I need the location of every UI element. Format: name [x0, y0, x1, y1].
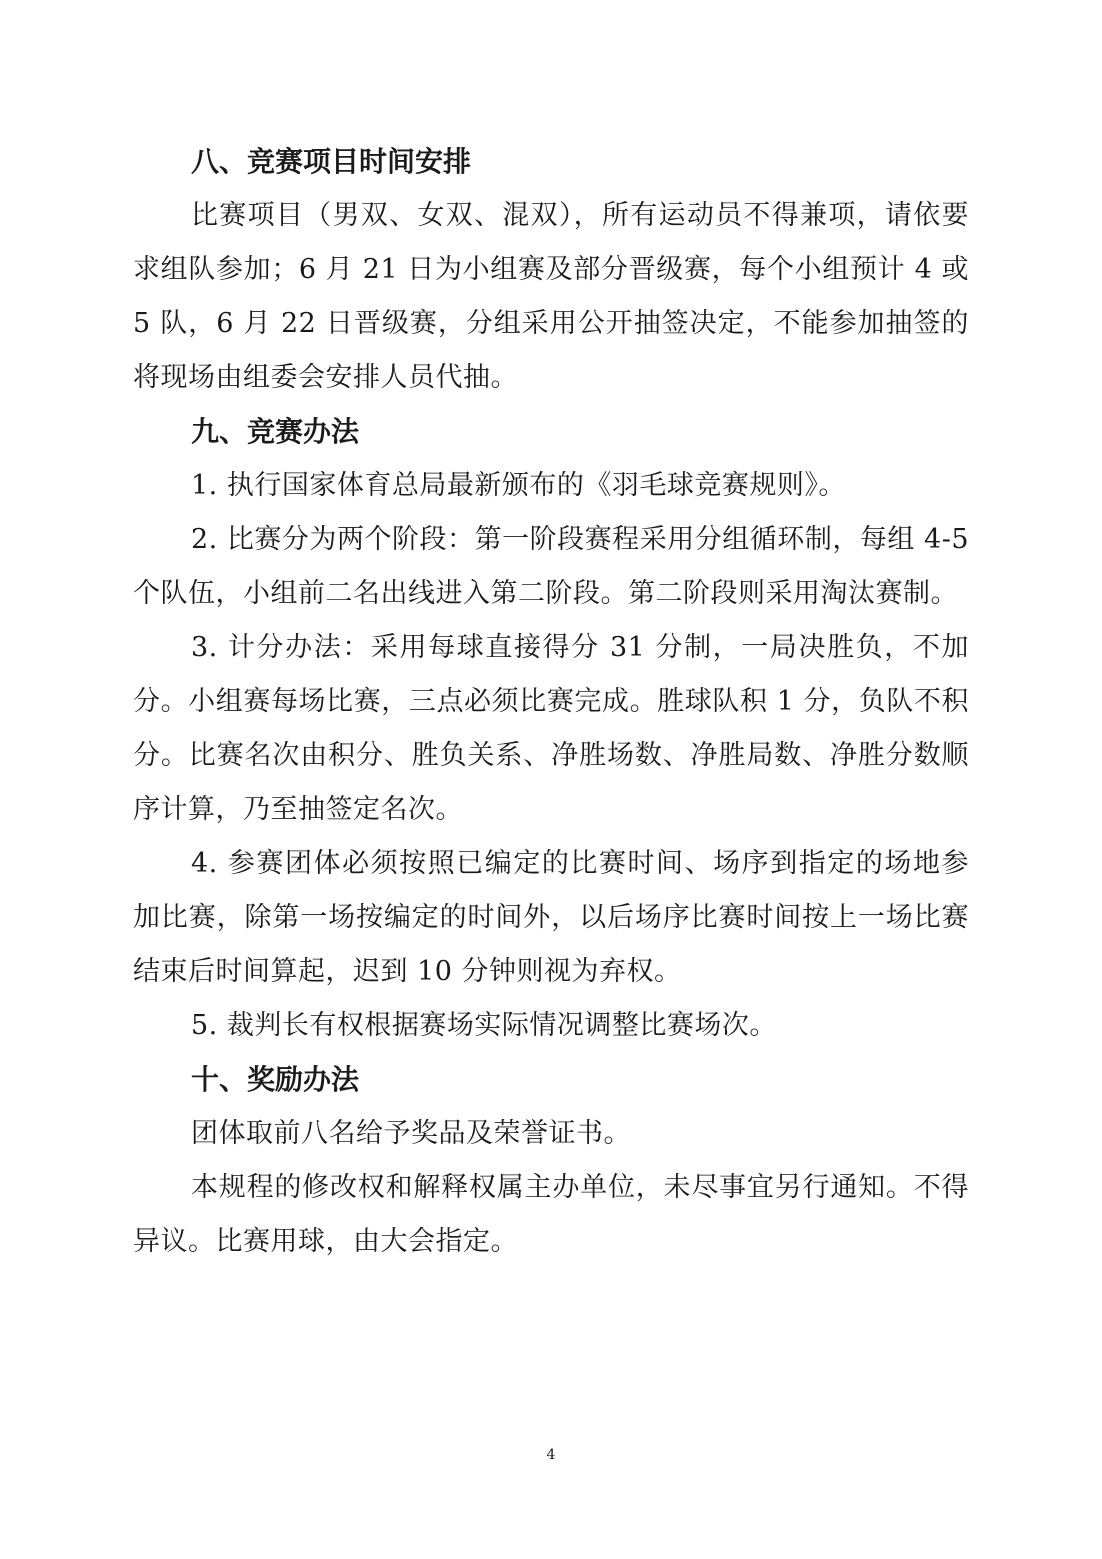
- paragraph-awards: 团体取前八名给予奖品及荣誉证书。: [191, 1118, 631, 1149]
- paragraph-schedule: 比赛项目（男双、女双、混双），所有运动员不得兼项，请依要求组队参加；6 月 21 日为小组赛及部分晋级赛，每个小组预计 4 或 5 队，6 月 22 日晋级赛，分组采用公开抽签决定，不能参加抽签的将现场由组委会安排人员代抽。: [133, 200, 969, 393]
- paragraph-rule-1: 1. 执行国家体育总局最新颁布的《羽毛球竞赛规则》。: [191, 470, 846, 501]
- paragraph-rule-2: 2. 比赛分为两个阶段：第一阶段赛程采用分组循环制，每组 4-5 个队伍，小组前二名出线进入第二阶段。第二阶段则采用淘汰赛制。: [133, 524, 969, 609]
- paragraph-rule-3: 3. 计分办法：采用每球直接得分 31 分制，一局决胜负，不加分。小组赛每场比赛，三点必须比赛完成。胜球队积 1 分，负队不积分。比赛名次由积分、胜负关系、净胜场数、净胜局数、净胜分数顺序计算，乃至抽签定名次。: [133, 632, 969, 825]
- paragraph-rule-4: 4. 参赛团体必须按照已编定的比赛时间、场序到指定的场地参加比赛，除第一场按编定的时间外，以后场序比赛时间按上一场比赛结束后时间算起，迟到 10 分钟则视为弃权。: [133, 848, 969, 987]
- section-heading-rules: 九、竞赛办法: [191, 415, 360, 448]
- paragraph-rule-5: 5. 裁判长有权根据赛场实际情况调整比赛场次。: [191, 1010, 777, 1041]
- section-heading-awards: 十、奖励办法: [191, 1063, 360, 1096]
- page-number: 4: [546, 1447, 556, 1463]
- document-body: [133, 135, 969, 1269]
- paragraph-interpretation: 本规程的修改权和解释权属主办单位，未尽事宜另行通知。不得异议。比赛用球，由大会指定。: [133, 1172, 969, 1257]
- section-heading-schedule: 八、竞赛项目时间安排: [191, 145, 472, 178]
